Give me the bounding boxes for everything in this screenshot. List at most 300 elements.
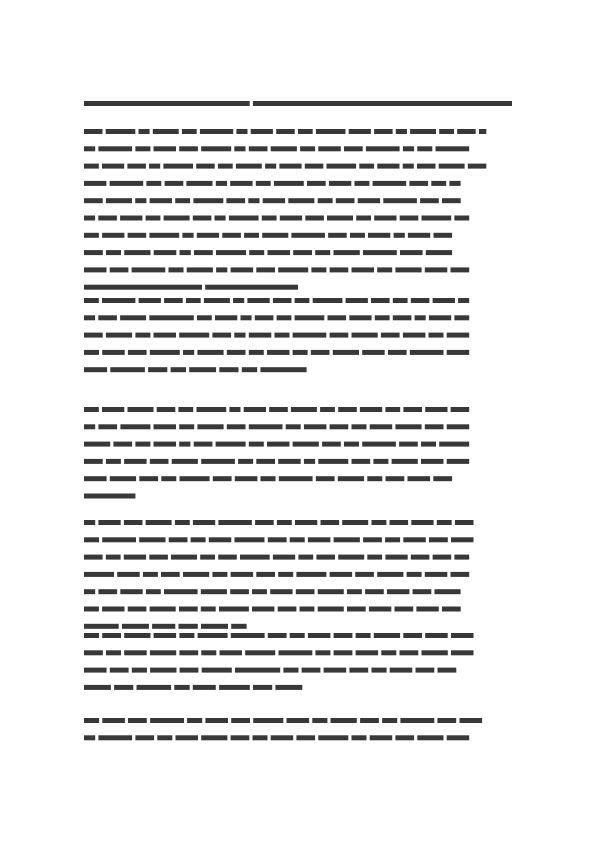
text-word-mark [180,668,199,673]
text-word-mark [110,267,129,272]
text-word-mark [179,624,198,629]
text-word-mark [179,333,209,338]
text-word-mark [227,350,246,355]
text-word-mark [213,476,232,481]
text-word-mark [316,129,346,134]
text-word-mark [231,267,254,272]
text-word-mark [454,216,469,221]
text-word-mark [425,633,448,638]
text-word-mark [102,298,135,303]
text-word-mark [150,650,176,655]
text-word-mark [84,685,111,690]
text-word-mark [175,520,190,525]
text-word-mark [198,633,228,638]
text-word-mark [102,407,124,412]
text-word-mark [102,607,124,612]
text-word-mark [352,459,371,464]
text-word-mark [255,520,274,525]
text-word-mark [421,442,436,447]
text-word-mark [216,181,227,186]
text-word-mark [356,633,371,638]
text-line [84,298,469,303]
text-word-mark [252,607,274,612]
text-word-mark [128,607,147,612]
text-word-mark [179,633,194,638]
text-word-mark [370,735,393,740]
text-word-mark [218,520,252,525]
text-word-mark [135,146,150,151]
text-word-mark [84,424,95,429]
text-word-mark [433,298,455,303]
text-line [84,285,298,290]
text-word-mark [102,164,124,169]
text-word-mark [149,233,179,238]
text-word-mark [416,668,435,673]
text-line [84,333,469,338]
text-word-mark [201,459,235,464]
text-word-mark [233,298,244,303]
text-word-mark [132,267,166,272]
text-line [84,494,135,499]
text-word-mark [410,129,436,134]
text-word-mark [178,407,193,412]
text-word-mark [356,650,379,655]
text-word-mark [479,129,486,134]
text-word-mark [205,285,298,290]
text-line [84,129,486,134]
text-word-mark [84,298,99,303]
text-word-mark [249,333,271,338]
text-word-mark [180,476,210,481]
text-word-mark [460,718,483,723]
text-word-mark [411,298,430,303]
text-word-mark [439,129,454,134]
text-word-mark [84,589,95,594]
text-word-mark [84,607,99,612]
text-word-mark [307,181,326,186]
text-word-mark [124,633,150,638]
text-line [84,537,474,542]
text-word-mark [84,442,110,447]
text-word-mark [349,129,371,134]
text-word-mark [154,633,177,638]
text-word-mark [304,459,315,464]
text-word-mark [265,164,276,169]
text-word-mark [390,668,413,673]
text-word-mark [273,555,295,560]
text-word-mark [124,459,147,464]
text-word-mark [438,668,457,673]
text-word-mark [415,315,426,320]
text-word-mark [360,718,379,723]
text-word-mark [291,407,317,412]
text-word-mark [124,650,147,655]
text-word-mark [220,650,243,655]
text-word-mark [363,250,397,255]
text-word-mark [439,442,469,447]
document-heading [84,101,512,106]
text-word-mark [372,668,387,673]
text-word-mark [330,572,353,577]
text-word-mark [458,298,469,303]
text-word-mark [102,718,125,723]
text-line [84,718,482,723]
text-word-mark [106,459,121,464]
text-word-mark [154,442,177,447]
text-word-mark [164,298,183,303]
text-word-mark [355,181,370,186]
text-word-mark [433,476,452,481]
text-word-mark [193,685,216,690]
text-word-mark [146,216,161,221]
text-word-mark [370,424,393,429]
text-word-mark [154,333,177,338]
text-word-mark [334,537,360,542]
text-word-mark [84,668,107,673]
text-word-mark [431,181,446,186]
text-word-mark [451,572,470,577]
text-word-mark [308,537,331,542]
text-word-mark [318,146,341,151]
text-word-mark [194,442,213,447]
text-word-mark [98,315,117,320]
text-word-mark [84,350,99,355]
text-word-mark [150,350,180,355]
text-word-mark [169,537,188,542]
text-word-mark [273,298,292,303]
text-word-mark [367,555,382,560]
text-word-mark [164,216,190,221]
text-word-mark [229,216,259,221]
text-word-mark [403,407,422,412]
text-word-mark [84,520,95,525]
text-word-mark [315,250,330,255]
text-word-mark [276,129,295,134]
text-word-mark [84,198,103,203]
text-word-mark [451,267,470,272]
text-word-mark [84,718,99,723]
text-word-mark [425,267,448,272]
text-word-mark [231,633,265,638]
text-word-mark [245,650,275,655]
text-word-mark [262,216,277,221]
text-word-mark [150,198,172,203]
text-word-mark [161,476,176,481]
text-word-mark [201,589,227,594]
text-word-mark [331,718,357,723]
text-word-mark [200,555,215,560]
text-word-mark [218,164,233,169]
text-word-mark [278,607,297,612]
text-word-mark [251,129,273,134]
text-word-mark [179,146,198,151]
text-word-mark [381,650,396,655]
text-word-mark [295,315,325,320]
text-word-mark [425,424,444,429]
text-word-mark [234,333,245,338]
text-word-mark [388,350,407,355]
text-word-mark [235,537,265,542]
text-word-mark [120,424,150,429]
text-line [84,520,474,525]
text-word-mark [407,572,422,577]
text-line [84,607,461,612]
text-word-mark [413,589,432,594]
text-line [84,198,461,203]
text-word-mark [201,624,228,629]
text-word-mark [347,607,366,612]
text-word-mark [98,424,117,429]
text-word-mark [84,333,103,338]
text-line [84,624,247,629]
text-word-mark [433,555,452,560]
text-word-mark [330,267,349,272]
text-word-mark [128,407,154,412]
text-word-mark [457,129,476,134]
text-word-mark [373,181,407,186]
text-word-mark [275,333,290,338]
text-word-mark [230,589,249,594]
text-word-mark [305,216,324,221]
text-word-mark [157,407,176,412]
text-word-mark [399,442,418,447]
text-word-mark [395,735,414,740]
text-word-mark [451,537,474,542]
text-word-mark [385,407,400,412]
text-word-mark [183,572,209,577]
text-word-mark [154,146,177,151]
text-word-mark [421,459,444,464]
text-word-mark [165,181,184,186]
text-word-mark [261,476,276,481]
text-word-mark [358,198,380,203]
text-word-mark [171,367,186,372]
text-word-mark [197,350,223,355]
text-word-mark [280,216,302,221]
text-word-mark [417,735,443,740]
text-word-mark [84,181,106,186]
text-word-mark [374,633,400,638]
text-word-mark [218,555,237,560]
text-word-mark [315,650,330,655]
text-word-mark [422,216,452,221]
text-word-mark [334,650,353,655]
text-word-mark [349,668,368,673]
text-line [84,442,469,447]
text-word-mark [193,520,215,525]
text-word-mark [318,607,344,612]
text-word-mark [84,459,103,464]
text-word-mark [98,735,132,740]
text-word-mark [84,624,119,629]
text-word-mark [318,735,348,740]
text-word-mark [360,407,382,412]
text-word-mark [227,424,246,429]
text-word-mark [395,267,421,272]
text-line [84,589,461,594]
text-line [84,685,302,690]
text-word-mark [120,315,146,320]
text-word-mark [435,589,461,594]
text-word-mark [302,668,321,673]
text-word-mark [263,198,285,203]
text-word-mark [262,233,288,238]
text-word-mark [439,164,465,169]
text-word-mark [283,668,298,673]
text-word-mark [324,668,347,673]
text-word-mark [84,315,95,320]
text-word-mark [249,350,264,355]
text-word-mark [267,442,290,447]
text-word-mark [180,250,191,255]
text-word-mark [252,589,267,594]
text-word-mark [295,520,317,525]
text-word-mark [253,101,512,106]
text-word-mark [137,685,172,690]
text-word-mark [344,146,363,151]
text-word-mark [293,442,319,447]
text-word-mark [249,442,264,447]
text-word-mark [268,250,291,255]
text-word-mark [395,607,414,612]
text-word-mark [244,233,259,238]
text-word-mark [268,537,287,542]
text-word-mark [106,555,121,560]
text-line [84,650,474,655]
text-word-mark [436,146,470,151]
text-word-mark [390,520,409,525]
text-word-mark [98,520,120,525]
text-word-mark [106,650,121,655]
text-word-mark [122,624,149,629]
text-word-mark [408,233,430,238]
text-word-mark [375,315,390,320]
text-word-mark [106,333,132,338]
text-word-mark [300,146,315,151]
text-word-mark [330,333,349,338]
text-word-mark [106,129,136,134]
text-word-mark [235,476,258,481]
text-word-mark [403,333,426,338]
text-word-mark [201,735,227,740]
text-word-mark [352,735,367,740]
text-word-mark [394,233,405,238]
text-word-mark [255,315,274,320]
text-word-mark [124,555,146,560]
text-word-mark [183,350,194,355]
text-word-mark [84,476,107,481]
text-word-mark [287,718,310,723]
text-word-mark [429,315,451,320]
text-word-mark [400,250,423,255]
text-word-mark [447,350,470,355]
text-word-mark [149,315,194,320]
text-word-mark [84,233,99,238]
text-word-mark [200,129,233,134]
text-word-mark [139,129,150,134]
text-word-mark [328,315,347,320]
text-word-mark [205,718,228,723]
text-word-mark [84,735,95,740]
text-line [84,424,469,429]
text-word-mark [434,233,453,238]
text-word-mark [322,442,341,447]
text-word-mark [212,333,231,338]
text-word-mark [366,146,400,151]
text-word-mark [191,537,206,542]
text-word-mark [209,537,232,542]
text-line [84,407,469,412]
text-word-mark [98,216,117,221]
text-word-mark [241,315,252,320]
text-word-mark [84,572,114,577]
text-word-mark [403,537,426,542]
text-word-mark [253,685,272,690]
text-word-mark [135,735,154,740]
text-word-mark [182,129,197,134]
text-word-mark [338,555,364,560]
text-word-mark [320,407,335,412]
text-word-mark [84,494,135,499]
text-word-mark [365,589,384,594]
text-word-mark [84,146,95,151]
text-word-mark [197,407,227,412]
text-word-mark [154,250,177,255]
text-word-mark [454,555,469,560]
text-word-mark [327,164,357,169]
text-word-mark [451,650,474,655]
text-word-mark [449,181,460,186]
text-line [84,555,469,560]
text-word-mark [231,572,254,577]
text-word-mark [451,633,474,638]
text-word-mark [298,129,313,134]
text-word-mark [242,367,257,372]
text-word-mark [328,233,347,238]
text-word-mark [305,164,324,169]
text-line [84,367,307,372]
text-word-mark [400,718,434,723]
text-word-mark [84,407,99,412]
text-word-mark [368,233,390,238]
text-word-mark [84,367,107,372]
text-line [84,233,452,238]
text-word-mark [212,572,227,577]
text-word-mark [157,735,172,740]
text-word-mark [231,624,246,629]
text-word-mark [84,555,103,560]
text-word-mark [290,633,305,638]
text-word-mark [393,315,412,320]
text-word-mark [278,459,301,464]
text-word-mark [193,216,212,221]
text-word-mark [169,267,184,272]
text-word-mark [296,735,315,740]
text-word-mark [409,181,428,186]
text-word-mark [356,216,371,221]
text-word-mark [349,315,371,320]
text-word-mark [392,459,418,464]
text-word-mark [344,442,359,447]
text-word-mark [98,146,132,151]
text-word-mark [235,668,280,673]
text-word-mark [334,250,360,255]
text-word-mark [150,459,169,464]
text-word-mark [222,233,241,238]
text-word-mark [231,735,250,740]
text-word-mark [279,650,313,655]
text-word-mark [293,350,308,355]
